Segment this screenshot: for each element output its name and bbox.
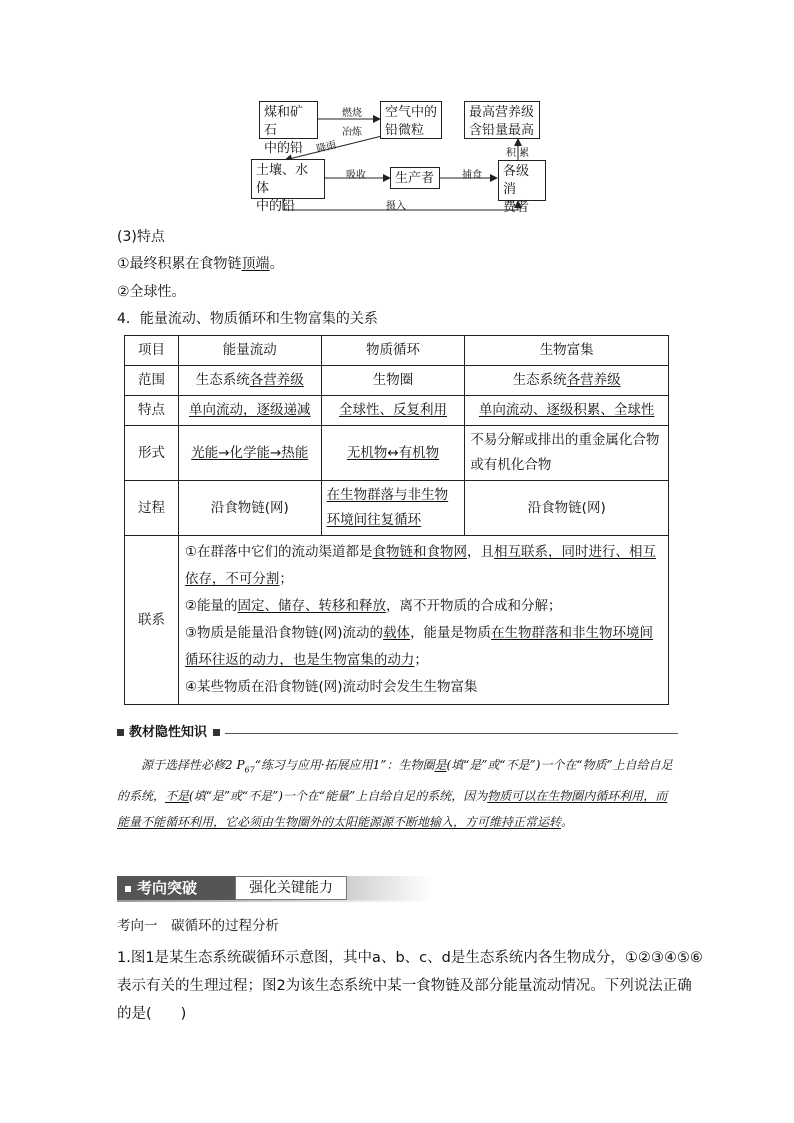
question-topic: 考向一 碳循环的过程分析 [117, 918, 279, 934]
label-absorb: 吸收 [346, 170, 366, 181]
row-label-form: 形式 [125, 426, 179, 481]
label-prey: 捕食 [462, 170, 482, 181]
table-row [125, 481, 669, 536]
cell-bio-scope: 生态系统各营养级 [465, 366, 669, 396]
cell-energy-feature: 单向流动，逐级递减 [178, 396, 321, 426]
hidden-knowledge-header [117, 723, 678, 743]
cell-matter-feature: 全球性、反复利用 [321, 396, 465, 426]
label-burn: 燃烧 [342, 108, 362, 119]
header-divider [225, 733, 678, 734]
feature-item-1: ①最终积累在食物链顶端。 [117, 256, 284, 272]
cell-matter-process: 在生物群落与非生物环境间往复循环 [321, 481, 465, 536]
box-coal-ore-lead: 煤和矿石 中的铅 [259, 101, 318, 139]
question-line-3: 的是( ) [117, 1006, 187, 1022]
box-air-lead-particles: 空气中的 铅微粒 [380, 101, 442, 139]
relation-table [124, 335, 669, 705]
label-accumulate: 积 累 [506, 148, 530, 159]
table-header-row [125, 336, 669, 366]
cell-bio-feature: 单向流动、逐级积累、全球性 [465, 396, 669, 426]
box-consumers: 各级消 费者 [498, 160, 546, 201]
label-smelt: 冶炼 [342, 127, 362, 138]
box-top-trophic-level: 最高营养级 含铅量最高 [464, 101, 540, 139]
connection-item-2: ②能量的固定、储存、转移和释放，离不开物质的合成和分解； [184, 598, 562, 614]
table-row [125, 536, 669, 705]
feature-item-2: ②全球性。 [117, 284, 186, 300]
cell-energy-process: 沿食物链(网) [178, 481, 321, 536]
banner-breakthrough: 考向突破 [117, 876, 235, 900]
header-energy: 能量流动 [178, 336, 321, 366]
square-bullet-icon [125, 886, 131, 892]
label-intake: 摄入 [386, 201, 406, 212]
section-4-heading: 4．能量流动、物质循环和生物富集的关系 [117, 311, 378, 327]
hidden-knowledge-title: 教材隐性知识 [129, 725, 208, 740]
cell-connection [178, 536, 668, 705]
cell-energy-form: 光能→化学能→热能 [178, 426, 321, 481]
banner-key-ability: 强化关键能力 [235, 876, 347, 900]
table-row [125, 426, 669, 481]
connection-item-1: ①在群落中它们的流动渠道都是食物链和食物网，且相互联系，同时进行、相互依存，不可分割； [184, 544, 657, 587]
section-3-heading: (3)特点 [117, 229, 165, 245]
question-line-2: 表示有关的生理过程；图2为该生态系统中某一食物链及部分能量流动情况。下列说法正确 [117, 978, 692, 994]
cell-bio-form: 不易分解或排出的重金属化合物或有机化合物 [465, 426, 669, 481]
row-label-scope: 范围 [125, 366, 179, 396]
square-bullet-icon [117, 729, 124, 736]
box-producer: 生产者 [390, 167, 440, 189]
header-item: 项目 [125, 336, 179, 366]
hidden-knowledge-text: 源于选择性必修2 $P_{67}“$练习与应用·拓展应用1”：生物圈是(填“是”或“不是”)一个在“物质”上自给自足的系统，不是(填“是”或“不是”)一个在“能量”上自给自足的系统，因为物质可以在生物圈内循环利用，而能量不能循环利用，它必须由生物圈外的太阳能源源不断地输入，方可维持正常运转。 [117, 758, 673, 830]
cell-bio-process: 沿食物链(网) [465, 481, 669, 536]
label-rain: 降雨 [315, 139, 338, 156]
banner-fade [347, 876, 432, 900]
table-row [125, 366, 669, 396]
row-label-feature: 特点 [125, 396, 179, 426]
header-matter: 物质循环 [321, 336, 465, 366]
row-label-process: 过程 [125, 481, 179, 536]
connection-item-3: ③物质是能量沿食物链(网)流动的载体，能量是物质在生物群落和非生物环境间循环往返的动力，也是生物富集的动力； [184, 625, 654, 668]
table-row [125, 396, 669, 426]
row-label-connection: 联系 [125, 536, 179, 705]
cell-matter-form: 无机物↔有机物 [321, 426, 465, 481]
question-line-1: 1.图1是某生态系统碳循环示意图，其中a、b、c、d是生态系统内各生物成分，①②③④⑤⑥ [117, 950, 703, 966]
connection-item-4: ④某些物质在沿食物链(网)流动时会发生生物富集 [184, 679, 478, 695]
cell-energy-scope: 生态系统各营养级 [178, 366, 321, 396]
box-soil-water-lead: 土壤、水体 中的铅 [251, 159, 325, 199]
square-bullet-icon [213, 729, 220, 736]
cell-matter-scope: 生物圈 [321, 366, 465, 396]
header-bioaccumulation: 生物富集 [465, 336, 669, 366]
